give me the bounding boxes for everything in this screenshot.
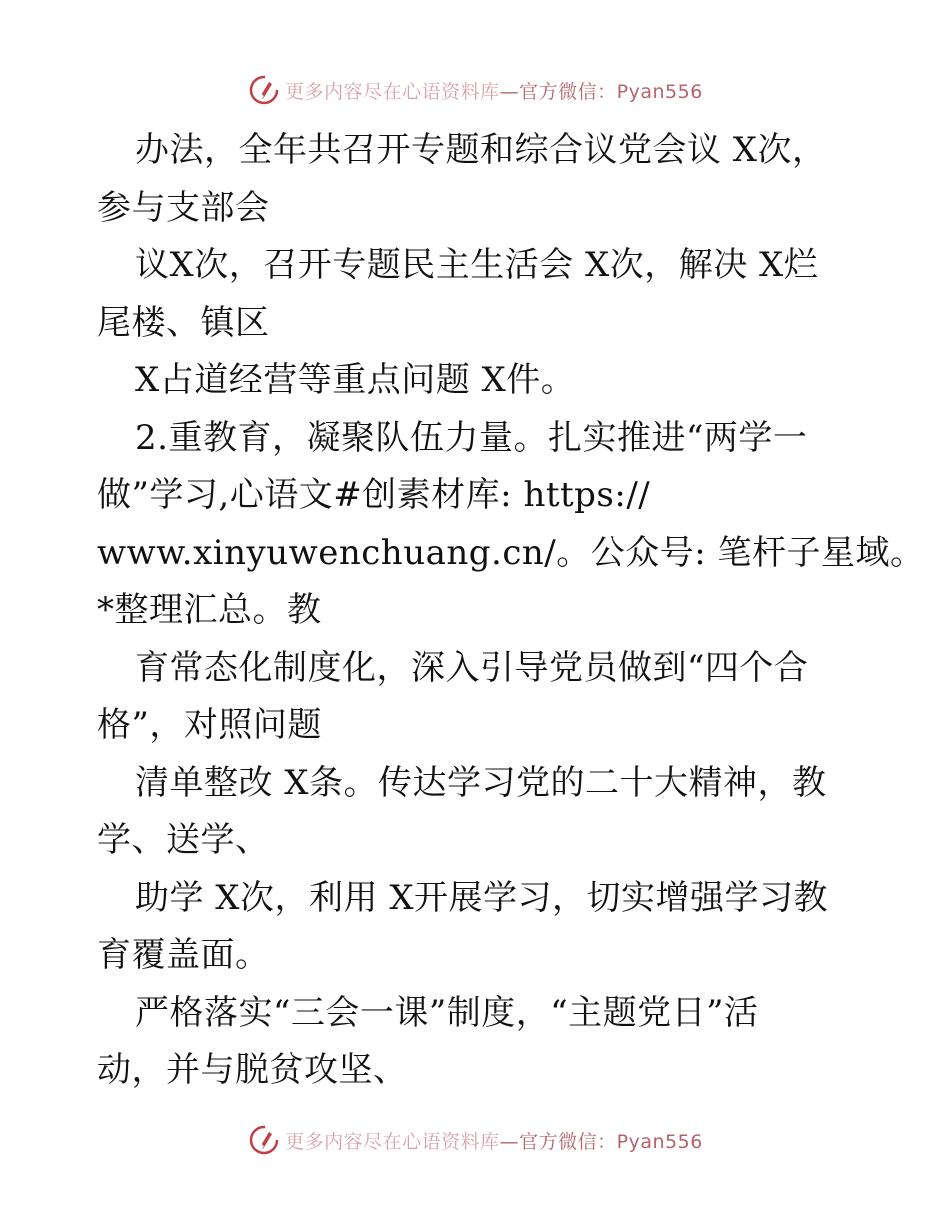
text-line: 助学 X次，利用 X开展学习，切实增强学习教	[135, 877, 829, 918]
text-line: 办法，全年共召开专题和综合议党会议 X次，	[135, 130, 827, 170]
text-line: 育常态化制度化，深入引导党员做到“四个合	[135, 647, 809, 688]
banner-text	[285, 77, 703, 104]
text-line: 尾楼、镇区	[97, 302, 270, 343]
banner-main-text: 更多内容尽在心语资料库	[285, 80, 500, 103]
text-line: 学、送学、	[97, 820, 270, 860]
header-banner	[0, 70, 950, 110]
text-line: 动，并与脱贫攻坚、	[97, 1050, 408, 1090]
text-line: 严格落实“三会一课”制度，“主题党日”活	[135, 992, 759, 1033]
banner-text	[285, 1127, 703, 1154]
text-line: 清单整改 X条。传达学习党的二十大精神，教	[135, 762, 827, 803]
document-body	[97, 122, 925, 1100]
text-line: 育覆盖面。	[97, 935, 270, 975]
text-line: 2.重教育，凝聚队伍力量。扎实推进“两学一	[135, 417, 808, 458]
text-line: 格”，对照问题	[97, 705, 322, 745]
text-line: www.xinyuwenchuang.cn/。公众号: 笔杆子星域。	[97, 532, 925, 573]
text-line: 做”学习,心语文#创素材库: https://	[97, 475, 651, 515]
text-line: 参与支部会	[97, 187, 270, 228]
text-line: *整理汇总。教	[97, 590, 322, 630]
pen-nib-logo-icon	[247, 73, 281, 107]
footer-banner	[0, 1120, 950, 1160]
banner-contact-text: —官方微信：Pyan556	[499, 1130, 703, 1153]
text-line: 议X次，召开专题民主生活会 X次，解决 X烂	[135, 245, 819, 285]
banner-main-text: 更多内容尽在心语资料库	[285, 1130, 500, 1153]
text-line: X占道经营等重点问题 X件。	[135, 360, 576, 400]
banner-contact-text: —官方微信：Pyan556	[499, 80, 703, 103]
pen-nib-logo-icon	[247, 1123, 281, 1157]
